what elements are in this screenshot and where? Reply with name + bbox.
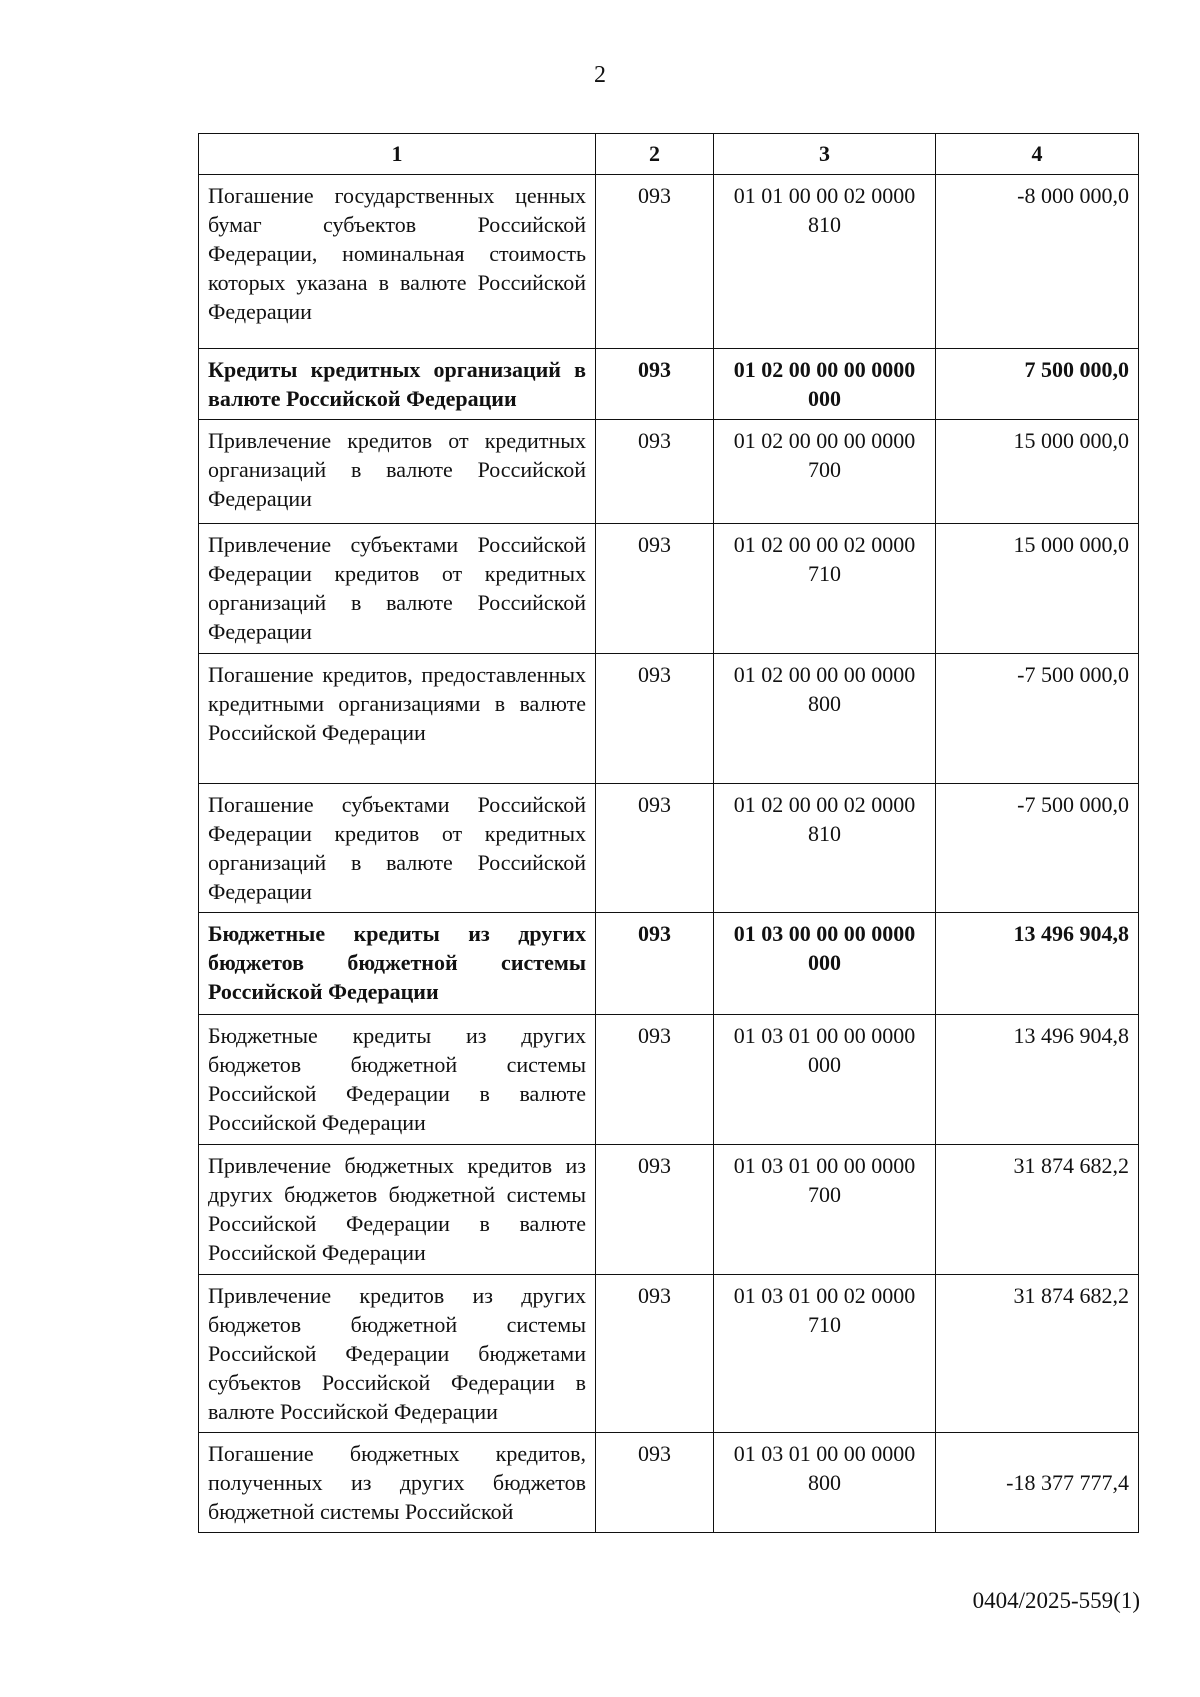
column-header-2: 2 — [596, 134, 714, 175]
row-amount: 15 000 000,0 — [936, 420, 1139, 524]
table-row — [199, 913, 1139, 1015]
row-amount: -18 377 777,4 — [936, 1433, 1139, 1533]
row-name: Погашение субъектами Российской Федерации кредитов от кредитных организаций в валюте Российской Федерации — [199, 784, 596, 913]
row-budget-code: 01 02 00 00 02 0000 710 — [714, 524, 936, 654]
row-name: Привлечение субъектами Российской Федерации кредитов от кредитных организаций в валюте Российской Федерации — [199, 524, 596, 654]
sources-table — [198, 133, 1139, 1533]
row-budget-code: 01 02 00 00 00 0000 800 — [714, 654, 936, 784]
row-amount: 15 000 000,0 — [936, 524, 1139, 654]
row-name: Погашение бюджетных кредитов, полученных из других бюджетов бюджетной системы Российской — [199, 1433, 596, 1533]
row-admin-code: 093 — [596, 420, 714, 524]
row-admin-code: 093 — [596, 1275, 714, 1433]
table-row — [199, 349, 1139, 420]
row-budget-code: 01 03 01 00 00 0000 800 — [714, 1433, 936, 1533]
row-budget-code: 01 03 01 00 00 0000 000 — [714, 1015, 936, 1145]
table-row — [199, 420, 1139, 524]
row-admin-code: 093 — [596, 1433, 714, 1533]
table-row — [199, 1015, 1139, 1145]
table-row — [199, 524, 1139, 654]
row-amount: 13 496 904,8 — [936, 913, 1139, 1015]
row-budget-code: 01 01 00 00 02 0000 810 — [714, 175, 936, 349]
page-number: 2 — [594, 62, 606, 88]
row-admin-code: 093 — [596, 1015, 714, 1145]
row-name: Бюджетные кредиты из других бюджетов бюджетной системы Российской Федерации — [199, 913, 596, 1015]
row-amount: 13 496 904,8 — [936, 1015, 1139, 1145]
row-amount: -7 500 000,0 — [936, 784, 1139, 913]
table-row — [199, 1433, 1139, 1533]
row-name: Погашение кредитов, предоставленных кредитными организациями в валюте Российской Федерации — [199, 654, 596, 784]
row-amount: -7 500 000,0 — [936, 654, 1139, 784]
row-name: Кредиты кредитных организаций в валюте Российской Федерации — [199, 349, 596, 420]
row-admin-code: 093 — [596, 913, 714, 1015]
column-header-3: 3 — [714, 134, 936, 175]
row-admin-code: 093 — [596, 654, 714, 784]
row-admin-code: 093 — [596, 1145, 714, 1275]
row-budget-code: 01 03 01 00 00 0000 700 — [714, 1145, 936, 1275]
row-budget-code: 01 03 00 00 00 0000 000 — [714, 913, 936, 1015]
column-header-1: 1 — [199, 134, 596, 175]
row-name: Погашение государственных ценных бумаг субъектов Российской Федерации, номинальная стоимость которых указана в валюте Российской Федерации — [199, 175, 596, 349]
row-amount: 7 500 000,0 — [936, 349, 1139, 420]
row-budget-code: 01 02 00 00 02 0000 810 — [714, 784, 936, 913]
document-number: 0404/2025-559(1) — [972, 1588, 1140, 1613]
row-amount: 31 874 682,2 — [936, 1145, 1139, 1275]
table-row — [199, 1275, 1139, 1433]
row-admin-code: 093 — [596, 349, 714, 420]
row-name: Бюджетные кредиты из других бюджетов бюджетной системы Российской Федерации в валюте Российской Федерации — [199, 1015, 596, 1145]
row-budget-code: 01 02 00 00 00 0000 700 — [714, 420, 936, 524]
row-name: Привлечение кредитов от кредитных организаций в валюте Российской Федерации — [199, 420, 596, 524]
row-name: Привлечение бюджетных кредитов из других бюджетов бюджетной системы Российской Федерации в валюте Российской Федерации — [199, 1145, 596, 1275]
table-row — [199, 175, 1139, 349]
column-header-4: 4 — [936, 134, 1139, 175]
row-admin-code: 093 — [596, 784, 714, 913]
row-budget-code: 01 02 00 00 00 0000 000 — [714, 349, 936, 420]
row-admin-code: 093 — [596, 175, 714, 349]
table-row — [199, 1145, 1139, 1275]
row-name: Привлечение кредитов из других бюджетов бюджетной системы Российской Федерации бюджетами субъектов Российской Федерации в валюте Российской Федерации — [199, 1275, 596, 1433]
table-row — [199, 784, 1139, 913]
row-admin-code: 093 — [596, 524, 714, 654]
row-budget-code: 01 03 01 00 02 0000 710 — [714, 1275, 936, 1433]
header-row — [199, 134, 1139, 175]
row-amount: 31 874 682,2 — [936, 1275, 1139, 1433]
table-row — [199, 654, 1139, 784]
row-amount: -8 000 000,0 — [936, 175, 1139, 349]
